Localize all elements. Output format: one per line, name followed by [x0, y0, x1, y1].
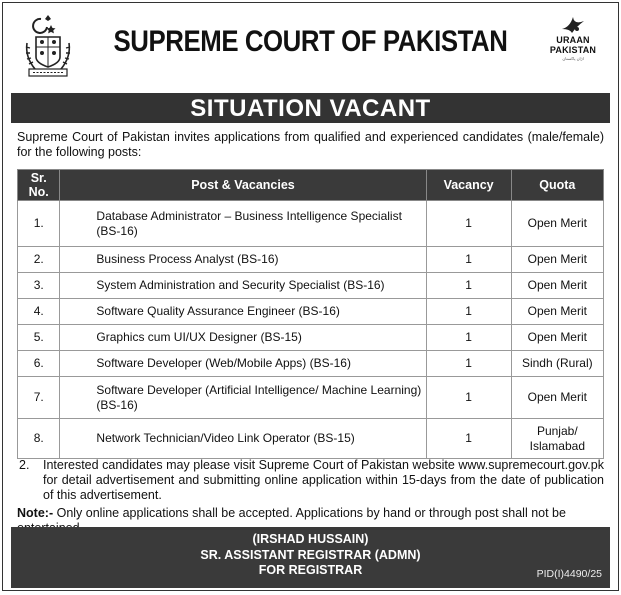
- table-row: [18, 419, 604, 459]
- quota-cell: Open Merit: [511, 299, 603, 325]
- table-row: [18, 299, 604, 325]
- paragraph-number: 2.: [19, 458, 30, 472]
- vacancy-cell: 1: [426, 273, 511, 299]
- vacancy-cell: 1: [426, 201, 511, 247]
- note-label: Note:-: [17, 506, 54, 520]
- uraan-tagline: اڑان پاکستان: [562, 56, 584, 61]
- situation-vacant-banner: SITUATION VACANT: [11, 93, 610, 123]
- header-sr-no: Sr. No.: [18, 170, 60, 201]
- sr-cell: 4.: [18, 299, 60, 325]
- table-row: [18, 377, 604, 419]
- sr-cell: 5.: [18, 325, 60, 351]
- quota-cell: Open Merit: [511, 377, 603, 419]
- quota-cell: Open Merit: [511, 273, 603, 299]
- header-quota: Quota: [511, 170, 603, 201]
- uraan-bird-icon: [560, 15, 586, 35]
- instructions-paragraph: [17, 458, 604, 503]
- advertisement-page: [2, 2, 619, 591]
- vacancies-table: [17, 169, 604, 459]
- vacancy-cell: 1: [426, 419, 511, 459]
- intro-paragraph: Supreme Court of Pakistan invites applications from qualified and experienced candidates (male/female) for the following posts:: [17, 130, 604, 159]
- table-row: [18, 201, 604, 247]
- uraan-text: URAAN: [556, 35, 590, 45]
- header-vacancy: Vacancy: [426, 170, 511, 201]
- quota-cell: Sindh (Rural): [511, 351, 603, 377]
- court-title: SUPREME COURT OF PAKISTAN: [113, 25, 508, 58]
- sr-cell: 1.: [18, 201, 60, 247]
- post-cell: Graphics cum UI/UX Designer (BS-15): [60, 325, 426, 351]
- vacancy-cell: 1: [426, 351, 511, 377]
- sr-cell: 7.: [18, 377, 60, 419]
- header: [3, 3, 618, 89]
- post-cell: Database Administrator – Business Intelligence Specialist (BS-16): [60, 201, 426, 247]
- sr-cell: 6.: [18, 351, 60, 377]
- vacancy-cell: 1: [426, 325, 511, 351]
- post-cell: Business Process Analyst (BS-16): [60, 247, 426, 273]
- note-text: Only online applications shall be accepted. Applications by hand or through post shall not be: [56, 506, 566, 520]
- post-cell: Software Developer (Artificial Intelligence/ Machine Learning) (BS-16): [60, 377, 426, 419]
- quota-cell: Punjab/ Islamabad: [511, 419, 603, 459]
- vacancy-cell: 1: [426, 377, 511, 419]
- vacancy-cell: 1: [426, 299, 511, 325]
- pid-number: PID(I)4490/25: [536, 567, 602, 580]
- post-cell: Software Developer (Web/Mobile Apps) (BS-16): [60, 351, 426, 377]
- sr-cell: 2.: [18, 247, 60, 273]
- quota-cell: Open Merit: [511, 325, 603, 351]
- signatory-designation: SR. ASSISTANT REGISTRAR (ADMN): [200, 547, 421, 562]
- uraan-pakistan-logo: [542, 15, 604, 71]
- signatory-name: (IRSHAD HUSSAIN): [252, 532, 369, 546]
- post-cell: System Administration and Security Specialist (BS-16): [60, 273, 426, 299]
- table-header-row: [18, 170, 604, 201]
- header-post: Post & Vacancies: [60, 170, 426, 201]
- vacancy-cell: 1: [426, 247, 511, 273]
- post-cell: Network Technician/Video Link Operator (BS-15): [60, 419, 426, 459]
- table-row: [18, 351, 604, 377]
- sr-cell: 3.: [18, 273, 60, 299]
- table-row: [18, 325, 604, 351]
- sr-cell: 8.: [18, 419, 60, 459]
- instructions-text: Interested candidates may please visit Supreme Court of Pakistan website www.supremecourt.gov.pk for detail advertisement and submitting online application within 15-days from the date of publication of this advertisement.: [43, 458, 604, 502]
- pakistan-text: PAKISTAN: [549, 45, 597, 55]
- quota-cell: Open Merit: [511, 247, 603, 273]
- table-row: [18, 273, 604, 299]
- signature-block: [11, 527, 610, 588]
- table-row: [18, 247, 604, 273]
- signatory-for: FOR REGISTRAR: [258, 563, 363, 577]
- quota-cell: Open Merit: [511, 201, 603, 247]
- post-cell: Software Quality Assurance Engineer (BS-16): [60, 299, 426, 325]
